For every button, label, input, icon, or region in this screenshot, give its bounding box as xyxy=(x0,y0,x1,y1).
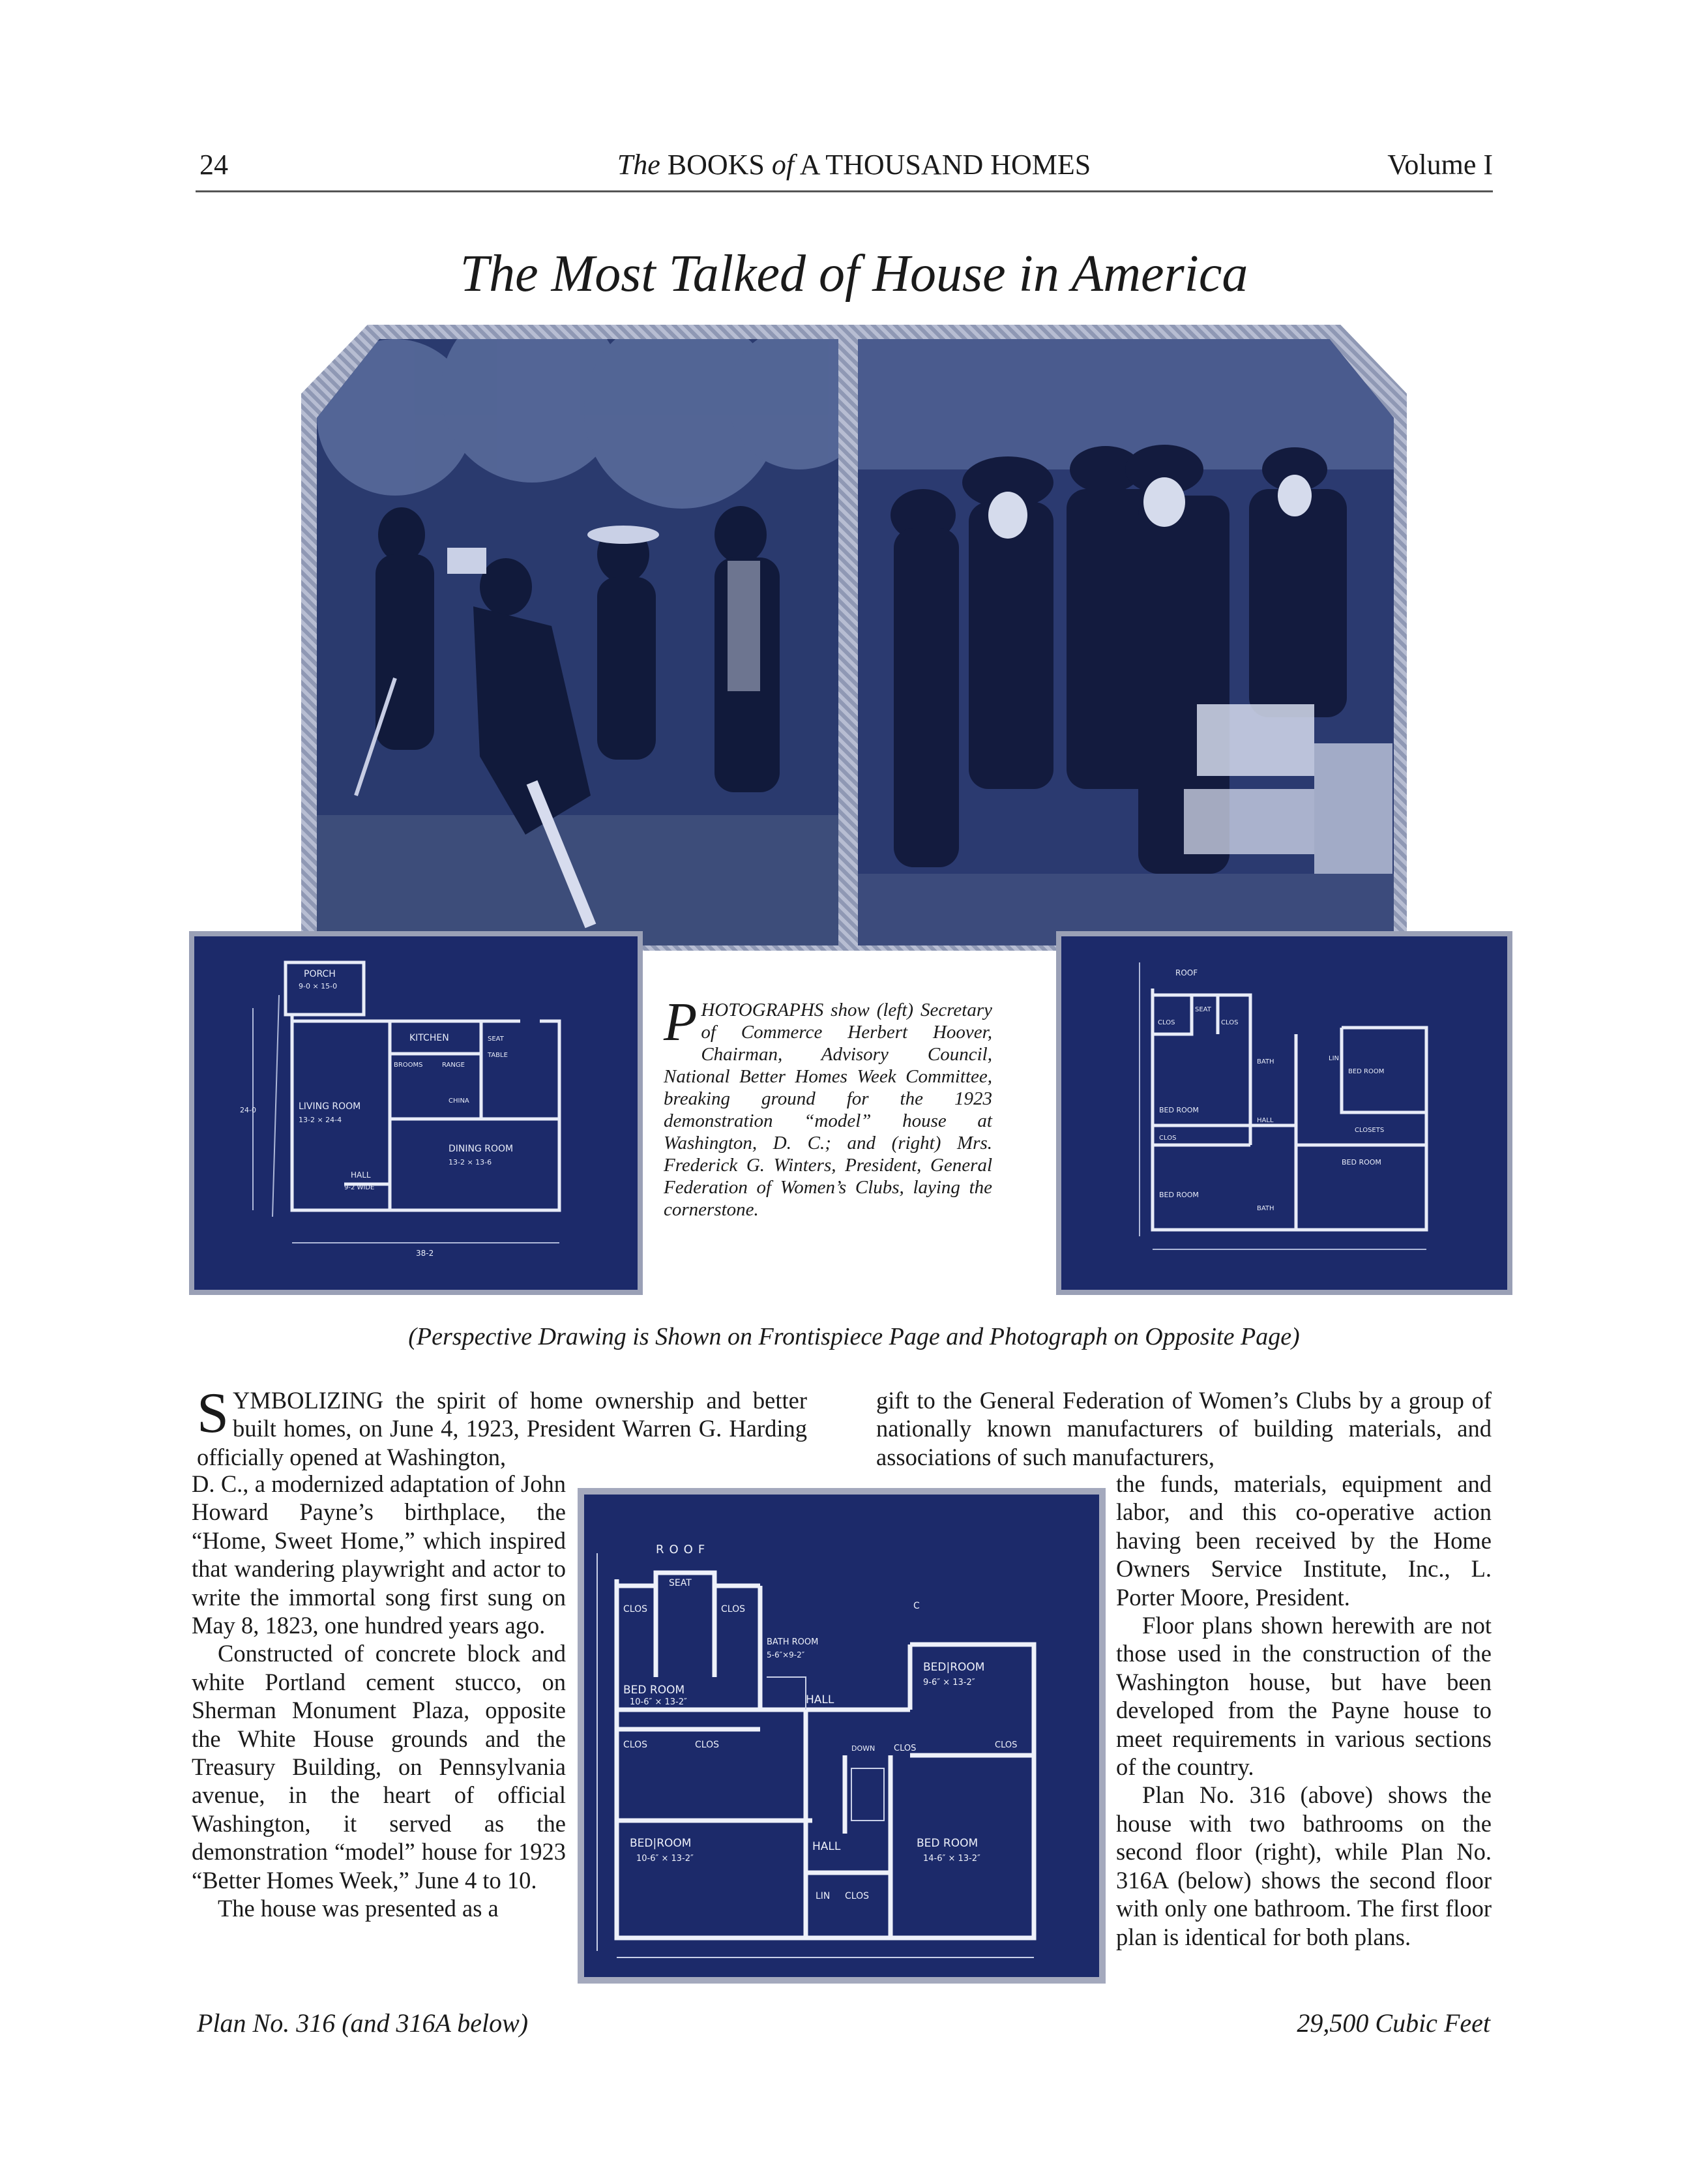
groundbreaking-photo-drawing xyxy=(317,339,838,945)
clos-label-large-4: CLOS xyxy=(695,1740,719,1750)
clos-label-large-6: CLOS xyxy=(995,1740,1018,1750)
bed-w-dim: 10-6″ × 13-2″ xyxy=(630,1697,687,1707)
bed-room-label-w: BED ROOM xyxy=(1159,1106,1199,1114)
first-floor-plan-drawing xyxy=(194,936,638,1290)
lin-label-small: LIN xyxy=(1329,1055,1340,1062)
c-label-large: C xyxy=(913,1601,920,1611)
bed-room-label-sw: BED ROOM xyxy=(1159,1191,1199,1199)
body-drop-cap: S xyxy=(197,1382,229,1445)
bath-label-small-2: BATH xyxy=(1257,1205,1274,1212)
china-label: CHINA xyxy=(449,1097,469,1105)
hall-label-large-1: HALL xyxy=(806,1693,834,1706)
running-title-of: of xyxy=(771,149,795,181)
footer-plan-number: Plan No. 316 (and 316A below) xyxy=(197,2008,529,2038)
body-col2-p1: the funds, materials, equipment and labor, and this co-operative action having been received by the Home Owners Service Institute, Inc., L. Porter Moore, President. xyxy=(1116,1470,1492,1611)
body-column-right xyxy=(1116,1470,1492,1951)
clos-label-large-1: CLOS xyxy=(623,1604,647,1614)
seat-label-large: SEAT xyxy=(669,1578,692,1588)
body-col1-p2: Constructed of concrete block and white Portland cement stucco, on Sherman Monument Plaza, opposite the White House grounds and the Treasury Building, on Pennsylvania avenue, in the heart of official Washington, it served as the demonstration “model” house for 1923 “Better Homes Week,” June 4 to 10. xyxy=(192,1640,566,1894)
cornerstone-photo-drawing xyxy=(858,339,1394,945)
second-floor-plan-small-drawing xyxy=(1061,936,1507,1290)
hall-dim: 9-2 WIDE xyxy=(344,1184,375,1191)
hall-label-small: HALL xyxy=(1257,1117,1274,1124)
volume-label: Volume I xyxy=(1387,149,1493,181)
width-dim: 38-2 xyxy=(416,1249,434,1258)
roof-label-large: ROOF xyxy=(656,1543,711,1556)
second-floor-plan-small xyxy=(1056,931,1512,1295)
dining-room-dim: 13-2 × 13-6 xyxy=(449,1158,492,1167)
lin-label-large: LIN xyxy=(816,1891,831,1901)
caption-text: HOTOGRAPHS show (left) Secretary of Commerce Herbert Hoover, Chairman, Advisory Council, National Better Homes Week Committee, breaking ground for the 1923 demonstration “model” house at Washington, D. C.; and (right) Mrs. Frederick G. Winters, President, General Federation of Women’s Clubs, laying the cornerstone. xyxy=(664,1000,992,1220)
first-floor-plan xyxy=(189,931,643,1295)
caption-drop-cap: P xyxy=(664,992,698,1052)
bed-se-dim: 14-6″ × 13-2″ xyxy=(923,1854,980,1864)
header-rule xyxy=(196,190,1493,192)
seat-label: SEAT xyxy=(488,1035,504,1043)
down-label-large: DOWN xyxy=(851,1744,876,1753)
kitchen-label: KITCHEN xyxy=(409,1033,449,1043)
second-floor-plan-large-drawing xyxy=(584,1495,1099,1977)
clos-label-large-7: CLOS xyxy=(845,1891,869,1901)
bed-room-label-w-large: BED ROOM xyxy=(623,1684,685,1697)
body-lead-left xyxy=(197,1382,807,1471)
dining-room-label: DINING ROOM xyxy=(449,1144,514,1154)
porch-dim: 9-0 × 15-0 xyxy=(299,982,338,990)
bath-dim-large: 5-6″×9-2″ xyxy=(767,1650,805,1659)
clos-label-large-5: CLOS xyxy=(894,1744,917,1753)
porch-label: PORCH xyxy=(304,969,336,979)
hall-label-large-2: HALL xyxy=(812,1840,841,1853)
photo-groundbreaking xyxy=(317,339,838,945)
clos-label-large-3: CLOS xyxy=(623,1740,647,1750)
clos-label-small-2: CLOS xyxy=(1221,1019,1239,1026)
body-lead-right: gift to the General Federation of Women’s Clubs by a group of nationally known manufacturers of building materials, and associations of such manufacturers, xyxy=(876,1387,1492,1470)
perspective-note: (Perspective Drawing is Shown on Frontispiece Page and Photograph on Opposite Page) xyxy=(408,1323,1300,1350)
living-room-label: LIVING ROOM xyxy=(299,1101,361,1112)
body-col2-p3: Plan No. 316 (above) shows the house with two bathrooms on the second floor (right), while Plan No. 316A (below) shows the second floor with only one bathroom. The first floor plan is identical for both plans. xyxy=(1116,1781,1492,1950)
page-title: The Most Talked of House in America xyxy=(460,245,1248,303)
depth-dim: 24-0 xyxy=(240,1106,256,1114)
living-room-dim: 13-2 × 24-4 xyxy=(299,1116,342,1124)
bath-label-small-1: BATH xyxy=(1257,1058,1274,1065)
bed-room-label-se-large: BED ROOM xyxy=(917,1837,979,1850)
clos-label-large-2: CLOS xyxy=(721,1604,745,1614)
bed-room-label-ne: BED ROOM xyxy=(1348,1068,1385,1075)
bed-ne-dim: 9-6″ × 13-2″ xyxy=(923,1678,975,1688)
clos-label-small-3: CLOS xyxy=(1159,1135,1177,1142)
running-title-rest: A THOUSAND HOMES xyxy=(799,149,1091,181)
photo-cornerstone xyxy=(858,339,1394,945)
second-floor-plan-large xyxy=(578,1488,1106,1984)
body-col1-p1: D. C., a modernized adaptation of John Howard Payne’s birthplace, the “Home, Sweet Home,” which inspired that wandering playwright and actor to write the immortal song first sung on May 8, 1823, one hundred years ago. xyxy=(192,1470,566,1639)
body-col1-p3: The house was presented as a xyxy=(218,1895,499,1922)
footer-cubic-feet: 29,500 Cubic Feet xyxy=(1297,2008,1490,2038)
bed-room-label-ne-large: BED|ROOM xyxy=(923,1661,985,1674)
range-label: RANGE xyxy=(442,1062,465,1069)
running-title-books: BOOKS xyxy=(667,149,765,181)
bath-room-label-large: BATH ROOM xyxy=(767,1637,819,1647)
roof-label-small: ROOF xyxy=(1175,968,1198,977)
page-number: 24 xyxy=(199,149,228,181)
bed-sw-dim: 10-6″ × 13-2″ xyxy=(636,1854,694,1864)
closets-label-small: CLOSETS xyxy=(1355,1127,1385,1134)
body-col1-lead: YMBOLIZING the spirit of home ownership and better built homes, on June 4, 1923, President Warren G. Harding officially opened at Washington, xyxy=(197,1387,807,1470)
seat-label-small: SEAT xyxy=(1195,1006,1211,1013)
photo-caption xyxy=(664,992,992,1221)
brooms-label: BROOMS xyxy=(394,1062,423,1069)
bed-room-label-sw-large: BED|ROOM xyxy=(630,1837,692,1850)
body-col2-p2: Floor plans shown herewith are not those used in the construction of the Washington house, but have been developed from the Payne house to meet requirements in various sections of the country. xyxy=(1116,1612,1492,1781)
clos-label-small-1: CLOS xyxy=(1158,1019,1175,1026)
body-column-left xyxy=(192,1470,566,1923)
hall-label: HALL xyxy=(351,1170,371,1180)
running-title-the: The xyxy=(617,149,660,181)
table-label: TABLE xyxy=(488,1052,508,1059)
bed-room-label-se: BED ROOM xyxy=(1342,1158,1381,1167)
